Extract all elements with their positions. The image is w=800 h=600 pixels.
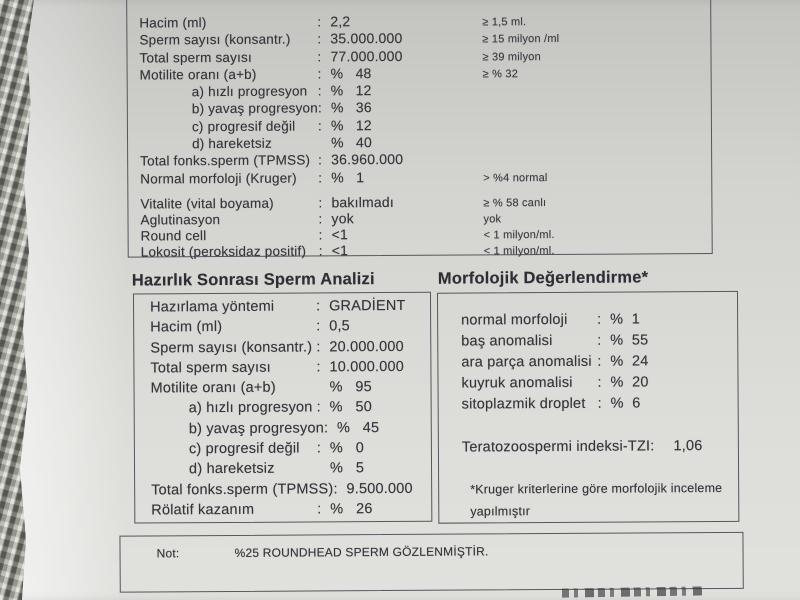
table-row [151,460,429,482]
row-sep: : [323,420,329,437]
table-row [150,379,428,401]
kruger-footnote-line1: *Kruger kriterlerine göre morfolojik inceleme [470,480,723,497]
semen-analysis-rows-secondary [140,192,707,259]
row-label: Total sperm sayısı [150,359,271,377]
table-row [151,420,429,442]
row-value: % 12 [330,82,372,99]
row-label: a) hızlı progresyon [188,399,313,417]
row-label: b) yavaş progresyon [188,420,325,437]
row-label: Hacim (ml) [139,15,207,31]
row-sep: : [318,170,323,186]
note-row [120,533,742,561]
prep-section-title: Hazırlık Sonrası Sperm Analizi [131,270,375,290]
note-label: Not: [156,546,180,561]
tzi-row [462,438,703,455]
row-label: Normal morfoloji (Kruger) [140,170,297,187]
row-sep: : [317,66,322,82]
row-sep: : [317,501,322,518]
prep-analysis-rows [150,298,429,523]
note-box [119,532,743,593]
table-row [151,480,429,502]
row-label: kuyruk anomalisi [461,374,573,392]
row-sep: : [597,332,602,349]
semen-analysis-rows [139,11,707,187]
tzi-label: Teratozoospermi indeksi-TZI: [461,438,655,456]
row-ref: yok [483,213,502,226]
row-label: Vitalite (vital boyama) [140,195,274,212]
tzi-value: 1,06 [673,438,703,455]
row-value: 36.960.000 [331,151,404,168]
row-label: b) yavaş progresyon [191,100,319,117]
row-label: Hacim (ml) [150,319,223,336]
row-label: Hazırlama yöntemi [149,298,275,316]
row-sep: : [317,83,322,99]
row-value: % 5 [329,460,365,477]
row-label: normal morfoloji [461,311,568,329]
kruger-footnote-line2: yapılmıştır [470,504,531,519]
table-row [151,399,429,421]
table-row [462,395,736,418]
table-row [140,167,707,188]
table-row [151,501,429,523]
row-value: GRADİENT [328,297,406,315]
row-value: % 0 [329,440,365,457]
row-label: Lokosit (peroksidaz positif) [140,243,307,260]
row-value: 77.000.000 [330,47,403,64]
row-label: d) hareketsiz [192,135,272,152]
morphology-rows [461,311,736,418]
row-sep: : [597,395,602,412]
row-label: Sperm sayısı (konsantr.) [139,31,291,48]
row-value: % 1 [610,311,641,328]
row-label: a) hızlı progresyon [191,83,308,100]
row-sep: : [318,243,323,259]
table-row [150,318,428,340]
row-ref: ≥ 1,5 ml. [482,16,527,29]
row-ref: > %4 normal [483,171,548,185]
row-value: 10.000.000 [329,358,405,376]
row-value: yok [331,210,354,227]
row-value: % 45 [336,419,380,437]
row-label: Motilite oranı (a+b) [139,66,257,83]
row-sep: : [317,48,322,65]
row-label: c) progresif değil [188,440,300,458]
row-sep: : [316,440,322,457]
row-sep: : [316,399,321,416]
semen-analysis-table [126,0,713,258]
row-sep: : [597,353,602,370]
row-label: Total fonks.sperm (TPMSS) [140,152,311,169]
row-value: % 26 [330,501,373,518]
row-label: Total sperm sayısı [139,49,252,66]
table-row [461,353,735,376]
prep-analysis-table [133,292,432,524]
row-value: 0,5 [329,318,350,335]
row-value: <1 [331,226,349,243]
row-label: ara parça anomalisi [461,353,592,371]
row-value: 20.000.000 [329,338,404,355]
row-value: % 48 [330,64,372,82]
table-row [150,298,428,320]
row-label: Sperm sayısı (konsantr.) [150,339,313,357]
row-value: % 55 [610,332,649,349]
row-value: 9.500.000 [346,480,413,497]
row-sep: : [317,14,322,30]
row-sep: : [318,211,323,227]
row-value: % 6 [610,395,641,412]
row-label: Round cell [140,227,207,244]
row-value: <1 [331,241,349,259]
note-text: %25 ROUNDHEAD SPERM GÖZLENMİŞTİR. [234,544,489,560]
row-value: % 1 [331,168,365,186]
row-value: % 95 [329,379,372,396]
table-row [151,440,429,462]
row-sep: : [597,374,602,391]
row-value: % 24 [610,353,649,370]
morphology-section-title: Morfolojik Değerlendirme* [437,268,649,288]
row-sep: : [333,480,338,498]
row-label: Motilite oranı (a+b) [150,379,276,397]
row-value: % 20 [610,374,649,391]
row-value: % 40 [330,134,372,151]
kruger-footnote [470,477,722,523]
row-label: d) hareketsiz [188,461,275,478]
row-value: 35.000.000 [330,30,403,47]
clipped-signature-text [562,586,704,597]
row-label: Rölatif kazanım [151,501,255,519]
row-sep: : [318,195,323,211]
table-row [461,311,735,334]
row-ref: < 1 milyon/ml. [483,244,555,258]
row-value: % 12 [330,116,372,134]
row-ref: ≥ 15 milyon /ml [482,33,560,46]
row-sep: : [317,118,322,134]
row-label: Total fonks.sperm (TPMSS) [151,481,334,499]
row-value: 2,2 [330,13,351,30]
row-label: sitoplazmik droplet [461,395,586,413]
table-row [150,338,428,360]
row-ref: ≥ % 32 [482,68,519,81]
row-ref: ≥ 39 milyon [482,50,541,64]
row-value: bakılmadı [331,193,394,211]
row-sep: : [316,339,321,356]
row-sep: : [317,31,322,47]
row-label: Aglutinasyon [140,211,221,228]
row-sep: : [318,227,323,243]
row-ref: ≥ % 58 canlı [483,197,547,210]
row-ref: < 1 milyon/ml. [483,228,555,242]
row-label: baş anomalisi [461,332,553,350]
row-sep: : [315,298,321,315]
row-sep: : [597,311,602,328]
table-row [461,374,735,397]
row-sep: : [318,152,323,168]
row-sep: : [316,318,321,335]
row-value: % 36 [330,99,372,116]
row-value: % 50 [329,399,373,416]
morphology-table [437,291,739,524]
row-sep: : [316,359,321,376]
table-row [461,332,735,355]
row-label: c) progresif değil [191,118,296,134]
table-row [150,359,428,381]
row-sep: : [317,100,322,116]
